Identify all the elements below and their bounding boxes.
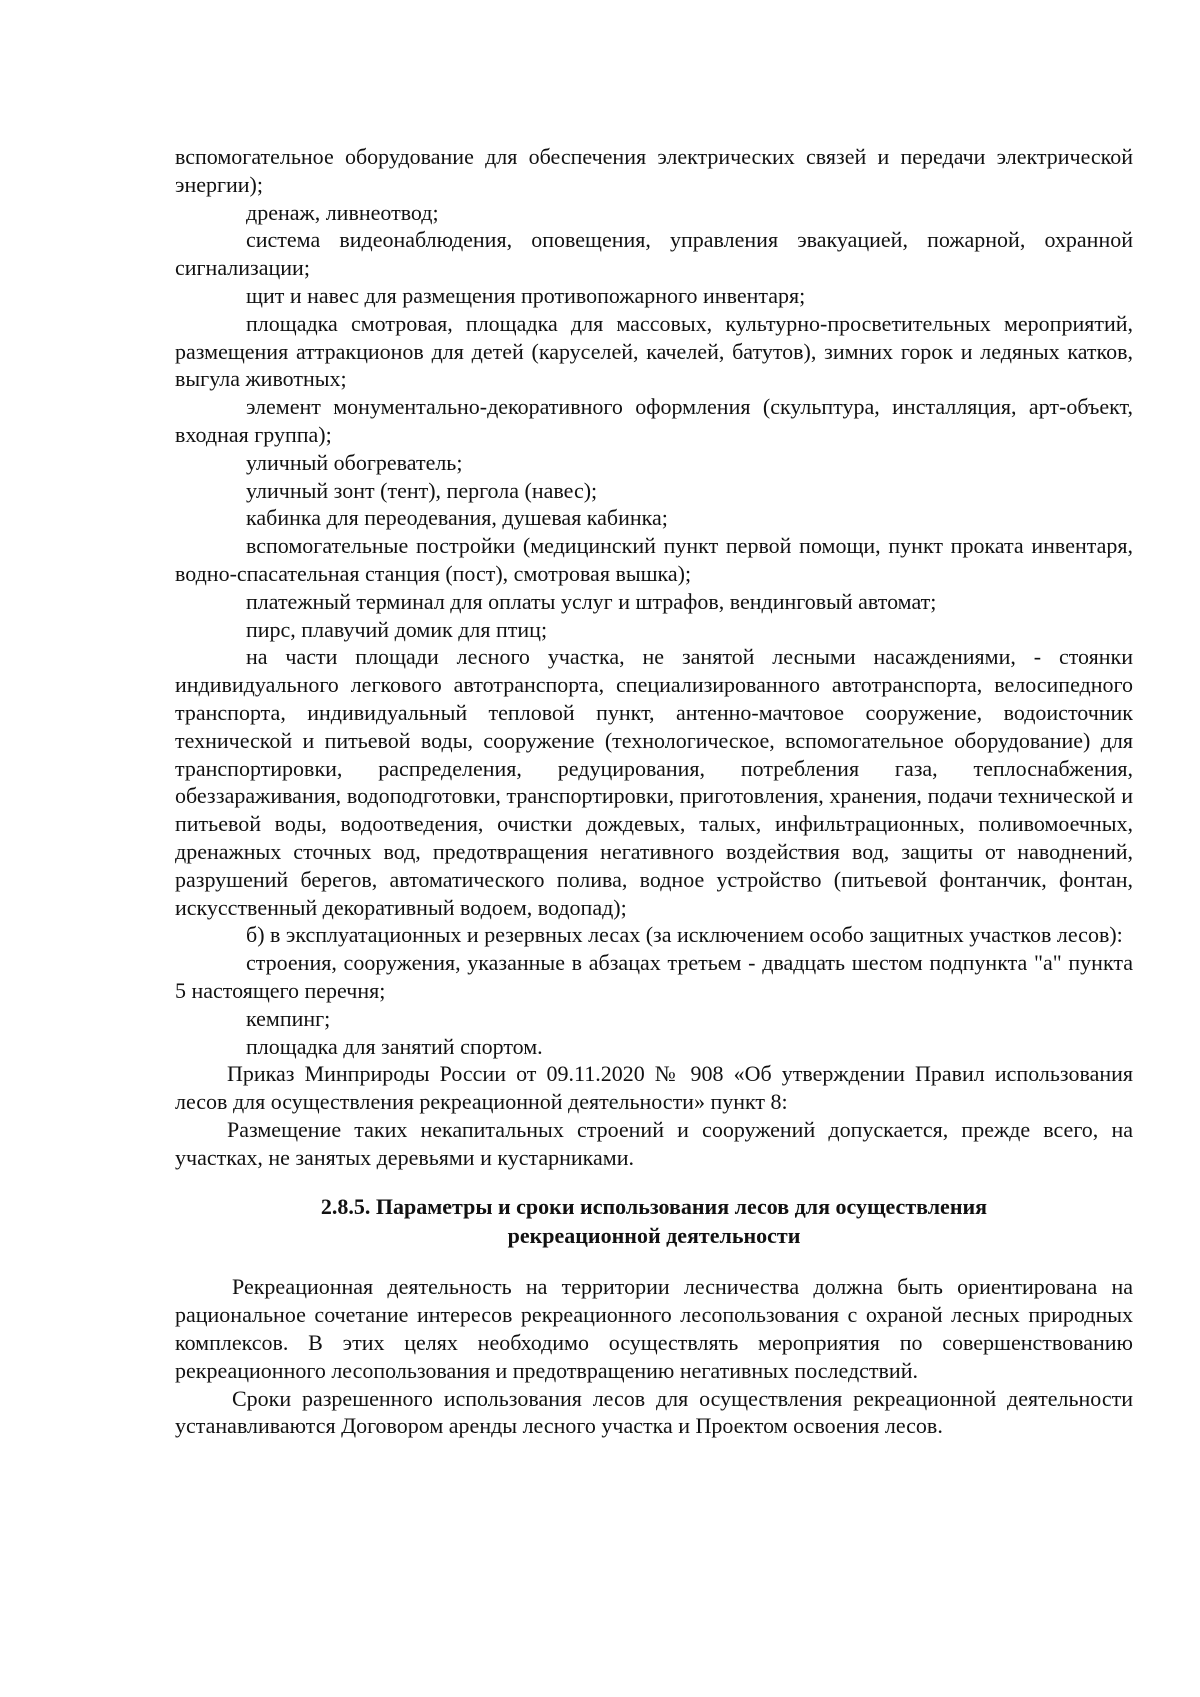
list-item: уличный зонт (тент), пергола (навес); <box>246 477 598 503</box>
section-heading-line-2: рекреационной деятельности <box>507 1223 801 1249</box>
spacer <box>175 1250 1133 1273</box>
list-item: щит и навес для размещения противопожарного инвентаря; <box>246 282 806 308</box>
list-item: кабинка для переодевания, душевая кабинка; <box>246 505 668 531</box>
quote-paragraph: Размещение таких некапитальных строений и сооружений допускается, прежде всего, на участках, не занятых деревьями и кустарниками. <box>175 1116 1133 1170</box>
order-reference-paragraph: Приказ Минприроды России от 09.11.2020 № 908 «Об утверждении Правил использования лесов для осуществления рекреационной деятельности» пункт 8: <box>175 1061 1133 1115</box>
list-item: строения, сооружения, указанные в абзацах третьем - двадцать шестом подпункта "а" пункта 5 настоящего перечня; <box>175 950 1133 1003</box>
list-item: платежный терминал для оплаты услуг и штрафов, вендинговый автомат; <box>246 588 937 614</box>
paragraph: Сроки разрешенного использования лесов для осуществления рекреационной деятельности устанавливаются Договором аренды лесного участка и Проектом освоения лесов. <box>175 1385 1133 1439</box>
paragraph: Рекреационная деятельность на территории лесничества должна быть ориентирована на рациональное сочетание интересов рекреационного лесопользования с охраной лесных природных комплексов. В этих целях необходимо осуществлять мероприятия по совершенствованию рекреационного лесопользования и предотвращению негативных последствий. <box>175 1274 1133 1383</box>
document-page <box>175 143 1133 1440</box>
list-item: система видеонаблюдения, оповещения, управления эвакуацией, пожарной, охранной сигнализации; <box>175 227 1133 281</box>
list-item: площадка для занятий спортом. <box>246 1033 543 1059</box>
list-item: элемент монументально-декоративного оформления (скульптура, инсталляция, арт-объект, входная группа); <box>175 394 1133 447</box>
list-item: уличный обогреватель; <box>246 449 463 475</box>
list-item: вспомогательные постройки (медицинский пункт первой помощи, пункт проката инвентаря, водно-спасательная станция (пост), смотровая вышка); <box>175 533 1133 586</box>
list-item: площадка смотровая, площадка для массовых, культурно-просветительных мероприятий, размещения аттракционов для детей (каруселей, качелей, батутов), зимних горок и ледяных катков, выгула животных; <box>175 310 1133 392</box>
list-item: кемпинг; <box>246 1005 331 1031</box>
section-heading-line-1: 2.8.5. Параметры и сроки использования лесов для осуществления <box>320 1194 988 1220</box>
list-item: дренаж, ливнеотвод; <box>246 199 439 225</box>
section-heading <box>175 1192 1133 1250</box>
list-item: б) в эксплуатационных и резервных лесах (за исключением особо защитных участков лесов): <box>246 922 1123 948</box>
list-item: на части площади лесного участка, не занятой лесными насаждениями, - стоянки индивидуального легкового автотранспорта, специализированного автотранспорта, велосипедного транспорта, индивидуальный тепловой пункт, антенно-мачтовое сооружение, водоисточник технической и питьевой воды, сооружение (технологическое, вспомогательное оборудование) для транспортировки, распределения, редуцирования, потребления газа, теплоснабжения, обеззараживания, водоподготовки, транспортировки, приготовления, хранения, подачи технической и питьевой воды, водоотведения, очистки дождевых, талых, инфильтрационных, поливомоечных, дренажных сточных вод, предотвращения негативного воздействия вод, защиты от наводнений, разрушений берегов, автоматического полива, водное устройство (питьевой фонтанчик, фонтан, искусственный декоративный водоем, водопад); <box>175 644 1133 920</box>
list-item: пирс, плавучий домик для птиц; <box>246 616 548 642</box>
paragraph: вспомогательное оборудование для обеспечения электрических связей и передачи электрической энергии); <box>175 144 1133 197</box>
